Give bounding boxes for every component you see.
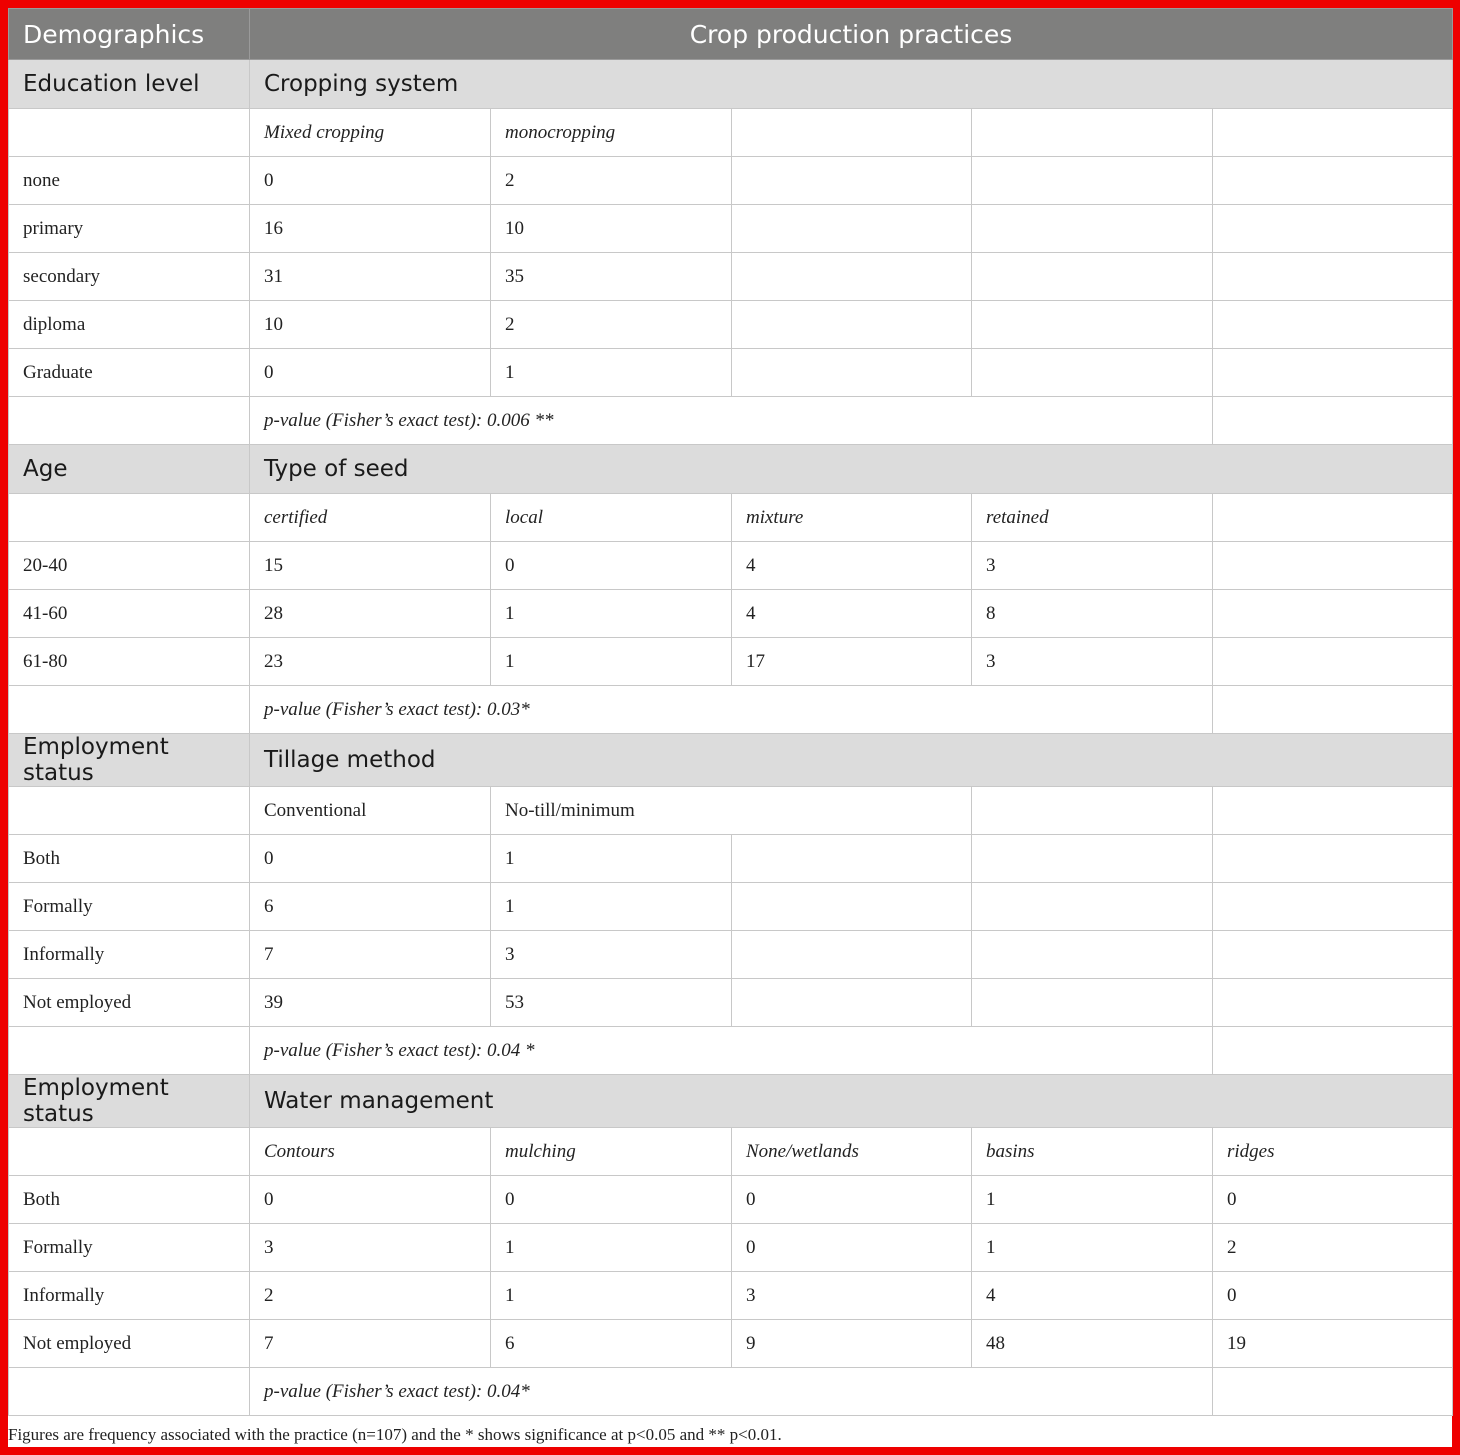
value-cell: 2: [491, 301, 732, 349]
table-row: [9, 1272, 1453, 1320]
empty-cell: [1213, 157, 1453, 205]
option-cell: Conventional: [250, 787, 491, 835]
value-cell: 35: [491, 253, 732, 301]
empty-cell: [972, 979, 1213, 1027]
section-type-of-seed: [9, 445, 1453, 734]
option-cell: monocropping: [491, 109, 732, 157]
pvalue-text: p-value (Fisher’s exact test): 0.006 **: [250, 397, 1213, 445]
table-row: [9, 883, 1453, 931]
table-row: [9, 253, 1453, 301]
row-label: diploma: [9, 301, 250, 349]
empty-cell: [1213, 1027, 1453, 1075]
empty-cell: [732, 301, 972, 349]
empty-cell: [9, 1128, 250, 1176]
empty-cell: [1213, 1368, 1453, 1416]
empty-cell: [1213, 397, 1453, 445]
empty-cell: [1213, 494, 1453, 542]
value-cell: 4: [972, 1272, 1213, 1320]
empty-cell: [9, 787, 250, 835]
table-row: [9, 638, 1453, 686]
value-cell: 0: [250, 1176, 491, 1224]
empty-cell: [1213, 686, 1453, 734]
value-cell: 1: [972, 1176, 1213, 1224]
empty-cell: [1213, 835, 1453, 883]
value-cell: 2: [1213, 1224, 1453, 1272]
empty-cell: [972, 205, 1213, 253]
value-cell: 17: [732, 638, 972, 686]
empty-cell: [972, 931, 1213, 979]
empty-cell: [1213, 349, 1453, 397]
table-row: [9, 349, 1453, 397]
section-cropping-system: [9, 60, 1453, 445]
table-row: [9, 1176, 1453, 1224]
empty-cell: [9, 397, 250, 445]
option-cell: local: [491, 494, 732, 542]
value-cell: 39: [250, 979, 491, 1027]
empty-cell: [972, 253, 1213, 301]
empty-cell: [732, 349, 972, 397]
value-cell: 1: [491, 1224, 732, 1272]
empty-cell: [1213, 979, 1453, 1027]
empty-cell: [732, 979, 972, 1027]
demographic-label: Employment status: [9, 1075, 250, 1128]
table-row: [9, 542, 1453, 590]
empty-cell: [732, 931, 972, 979]
option-cell: mixture: [732, 494, 972, 542]
table-header-row: [9, 9, 1453, 60]
value-cell: 3: [250, 1224, 491, 1272]
pvalue-text: p-value (Fisher’s exact test): 0.03*: [250, 686, 1213, 734]
value-cell: 19: [1213, 1320, 1453, 1368]
empty-cell: [972, 883, 1213, 931]
row-label: 61-80: [9, 638, 250, 686]
value-cell: 0: [250, 835, 491, 883]
value-cell: 1: [491, 1272, 732, 1320]
demographic-label: Age: [9, 445, 250, 494]
value-cell: 1: [972, 1224, 1213, 1272]
pvalue-row: [9, 1027, 1453, 1075]
value-cell: 1: [491, 590, 732, 638]
practice-label: Water management: [250, 1075, 1453, 1128]
value-cell: 1: [491, 638, 732, 686]
value-cell: 6: [250, 883, 491, 931]
empty-cell: [1213, 931, 1453, 979]
row-label: Both: [9, 835, 250, 883]
option-cell: Contours: [250, 1128, 491, 1176]
option-cell: retained: [972, 494, 1213, 542]
table-row: [9, 205, 1453, 253]
empty-cell: [9, 1368, 250, 1416]
empty-cell: [732, 253, 972, 301]
value-cell: 15: [250, 542, 491, 590]
table-row: [9, 157, 1453, 205]
value-cell: 7: [250, 1320, 491, 1368]
value-cell: 2: [491, 157, 732, 205]
row-label: secondary: [9, 253, 250, 301]
value-cell: 0: [250, 349, 491, 397]
results-table: [8, 8, 1453, 1416]
value-cell: 3: [972, 542, 1213, 590]
options-row: [9, 109, 1453, 157]
empty-cell: [1213, 883, 1453, 931]
pvalue-row: [9, 686, 1453, 734]
value-cell: 0: [1213, 1272, 1453, 1320]
section-header-row: [9, 1075, 1453, 1128]
value-cell: 48: [972, 1320, 1213, 1368]
table-row: [9, 590, 1453, 638]
value-cell: 1: [491, 883, 732, 931]
empty-cell: [732, 835, 972, 883]
value-cell: 1: [491, 349, 732, 397]
value-cell: 3: [491, 931, 732, 979]
row-label: 41-60: [9, 590, 250, 638]
practice-label: Cropping system: [250, 60, 1453, 109]
row-label: Not employed: [9, 979, 250, 1027]
practice-label: Tillage method: [250, 734, 1453, 787]
options-row: [9, 787, 1453, 835]
value-cell: 1: [491, 835, 732, 883]
value-cell: 4: [732, 542, 972, 590]
row-label: Formally: [9, 883, 250, 931]
option-cell: mulching: [491, 1128, 732, 1176]
table-row: [9, 1320, 1453, 1368]
demographic-label: Employment status: [9, 734, 250, 787]
table-footnote: Figures are frequency associated with the practice (n=107) and the * shows significance at p<0.05 and ** p<0.01.: [8, 1425, 782, 1444]
row-label: Informally: [9, 931, 250, 979]
row-label: none: [9, 157, 250, 205]
value-cell: 2: [250, 1272, 491, 1320]
value-cell: 28: [250, 590, 491, 638]
options-row: [9, 1128, 1453, 1176]
pvalue-row: [9, 397, 1453, 445]
empty-cell: [972, 349, 1213, 397]
empty-cell: [732, 883, 972, 931]
row-label: Graduate: [9, 349, 250, 397]
table-row: [9, 301, 1453, 349]
empty-cell: [972, 301, 1213, 349]
value-cell: 53: [491, 979, 732, 1027]
section-header-row: [9, 445, 1453, 494]
value-cell: 3: [732, 1272, 972, 1320]
empty-cell: [1213, 109, 1453, 157]
value-cell: 0: [1213, 1176, 1453, 1224]
option-cell: Mixed cropping: [250, 109, 491, 157]
empty-cell: [1213, 638, 1453, 686]
empty-cell: [972, 109, 1213, 157]
value-cell: 10: [250, 301, 491, 349]
value-cell: 16: [250, 205, 491, 253]
empty-cell: [1213, 542, 1453, 590]
empty-cell: [1213, 787, 1453, 835]
empty-cell: [972, 157, 1213, 205]
option-cell: No-till/minimum: [491, 787, 972, 835]
practice-label: Type of seed: [250, 445, 1453, 494]
table-row: [9, 931, 1453, 979]
header-crop-practices: Crop production practices: [250, 9, 1453, 60]
empty-cell: [732, 157, 972, 205]
value-cell: 4: [732, 590, 972, 638]
value-cell: 0: [491, 542, 732, 590]
empty-cell: [9, 494, 250, 542]
empty-cell: [1213, 301, 1453, 349]
pvalue-row: [9, 1368, 1453, 1416]
option-cell: ridges: [1213, 1128, 1453, 1176]
section-tillage-method: [9, 734, 1453, 1075]
section-header-row: [9, 60, 1453, 109]
table-row: [9, 1224, 1453, 1272]
option-cell: certified: [250, 494, 491, 542]
value-cell: 23: [250, 638, 491, 686]
header-demographics: Demographics: [9, 9, 250, 60]
empty-cell: [972, 787, 1213, 835]
empty-cell: [1213, 205, 1453, 253]
row-label: primary: [9, 205, 250, 253]
value-cell: 31: [250, 253, 491, 301]
value-cell: 7: [250, 931, 491, 979]
value-cell: 9: [732, 1320, 972, 1368]
row-label: Both: [9, 1176, 250, 1224]
empty-cell: [1213, 253, 1453, 301]
empty-cell: [1213, 590, 1453, 638]
options-row: [9, 494, 1453, 542]
demographic-label: Education level: [9, 60, 250, 109]
pvalue-text: p-value (Fisher’s exact test): 0.04 *: [250, 1027, 1213, 1075]
table-row: [9, 979, 1453, 1027]
empty-cell: [9, 1027, 250, 1075]
empty-cell: [732, 109, 972, 157]
empty-cell: [9, 109, 250, 157]
pvalue-text: p-value (Fisher’s exact test): 0.04*: [250, 1368, 1213, 1416]
value-cell: 0: [732, 1176, 972, 1224]
value-cell: 6: [491, 1320, 732, 1368]
table-row: [9, 835, 1453, 883]
value-cell: 0: [250, 157, 491, 205]
value-cell: 0: [732, 1224, 972, 1272]
section-water-management: [9, 1075, 1453, 1416]
option-cell: None/wetlands: [732, 1128, 972, 1176]
section-header-row: [9, 734, 1453, 787]
value-cell: 10: [491, 205, 732, 253]
empty-cell: [9, 686, 250, 734]
row-label: Formally: [9, 1224, 250, 1272]
empty-cell: [972, 835, 1213, 883]
row-label: Not employed: [9, 1320, 250, 1368]
value-cell: 8: [972, 590, 1213, 638]
row-label: Informally: [9, 1272, 250, 1320]
option-cell: basins: [972, 1128, 1213, 1176]
row-label: 20-40: [9, 542, 250, 590]
empty-cell: [732, 205, 972, 253]
value-cell: 3: [972, 638, 1213, 686]
value-cell: 0: [491, 1176, 732, 1224]
